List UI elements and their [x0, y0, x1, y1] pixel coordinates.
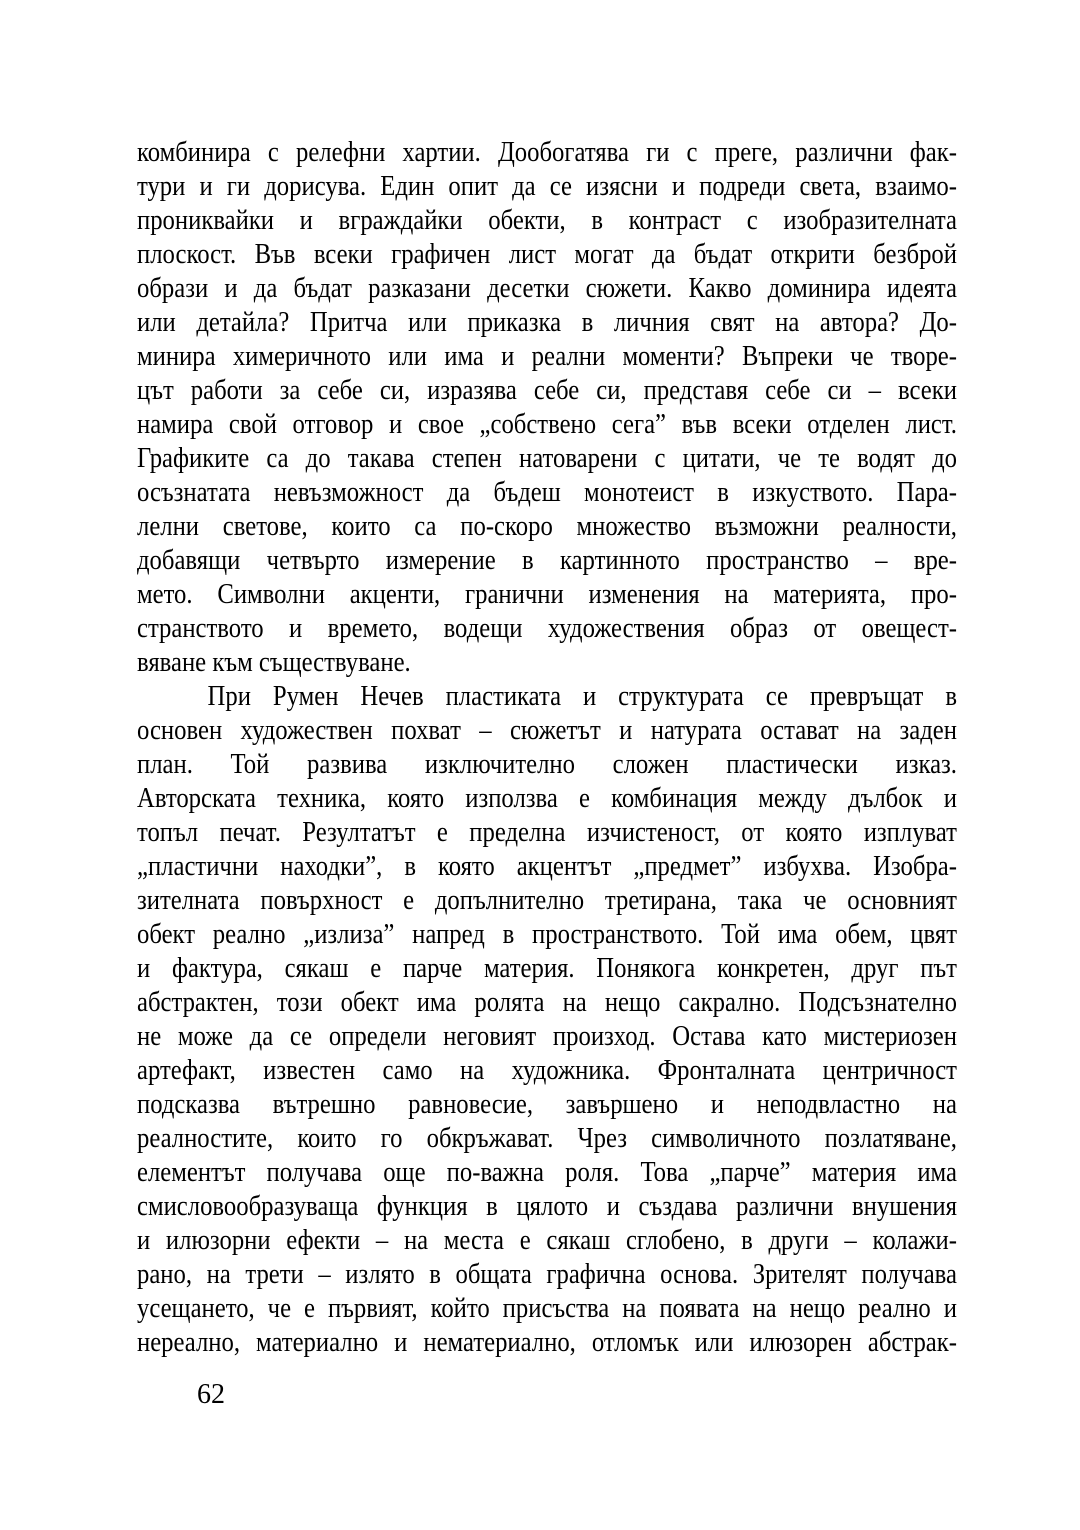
text-line: цът работи за себе си, изразява себе си, представя себе си – всеки	[137, 375, 957, 406]
page-number: 62	[197, 1379, 225, 1410]
text-line: или детайла? Притча или приказка в личния свят на автора? До-	[137, 307, 957, 338]
text-line: усещането, че е първият, който присъства на появата на нещо реално и	[137, 1293, 957, 1324]
text-line: комбинира с релефни хартии. Дообогатява ги с преге, различни фак-	[137, 137, 957, 168]
text-line: прониквайки и вграждайки обекти, в контраст с изобразителната	[137, 205, 957, 236]
text-line: нереално, материално и нематериално, отломък или илюзорен абстрак-	[137, 1327, 957, 1358]
text-line: намира свой отговор и свое „собствено сега” във всеки отделен лист.	[137, 409, 957, 440]
text-line: лелни светове, които са по-скоро множество възможни реалности,	[137, 511, 957, 542]
text-line: основен художествен похват – сюжетът и натурата остават на заден	[137, 715, 957, 746]
text-line: странството и времето, водещи художествения образ от овещест-	[137, 613, 957, 644]
text-line: добавящи четвърто измерение в картинното пространство – вре-	[137, 545, 957, 576]
paragraph	[137, 136, 957, 680]
body-text	[137, 136, 957, 1360]
text-line: артефакт, известен само на художника. Фронталната центричност	[137, 1055, 957, 1086]
text-line: подсказва вътрешно равновесие, завършено и неподвластно на	[137, 1089, 957, 1120]
text-line: При Румен Нечев пластиката и структурата се превръщат в	[207, 681, 957, 712]
text-line: Графиките са до такава степен натоварени с цитати, че те водят до	[137, 443, 957, 474]
text-line: елементът получава още по-важна роля. Това „парче” материя има	[137, 1157, 957, 1188]
text-line: рано, на трети – излято в общата графична основа. Зрителят получава	[137, 1259, 957, 1290]
text-line: Авторската техника, която използва е комбинация между дълбок и	[137, 783, 957, 814]
text-line: топъл печат. Резултатът е пределна изчистеност, от която изплуват	[137, 817, 957, 848]
text-line: тури и ги дорисува. Един опит да се изясни и подреди света, взаимо-	[137, 171, 957, 202]
text-line: не може да се определи неговият произход. Остава като мистериозен	[137, 1021, 957, 1052]
text-line: смисловообразуваща функция в цялото и създава различни внушения	[137, 1191, 957, 1222]
text-line: образи и да бъдат разказани десетки сюжети. Какво доминира идеята	[137, 273, 957, 304]
text-line: обект реално „излиза” напред в пространството. Той има обем, цвят	[137, 919, 957, 950]
text-line: зителната повърхност е допълнително третирана, така че основният	[137, 885, 957, 916]
text-line: и илюзорни ефекти – на места е сякаш сглобено, в други – колажи-	[137, 1225, 957, 1256]
text-line: „пластични находки”, в която акцентът „предмет” избухва. Изобра-	[137, 851, 957, 882]
text-line: минира химеричното или има и реални моменти? Въпреки че творе-	[137, 341, 957, 372]
text-line: план. Той развива изключително сложен пластически изказ.	[137, 749, 957, 780]
text-line: мето. Символни акценти, гранични изменения на материята, про-	[137, 579, 957, 610]
text-line: абстрактен, този обект има ролята на нещо сакрално. Подсъзнателно	[137, 987, 957, 1018]
text-line: осъзнатата невъзможност да бъдеш монотеист в изкуството. Пара-	[137, 477, 957, 508]
text-line: вяване към съществуване.	[137, 647, 411, 678]
paragraph	[137, 680, 957, 1360]
text-line: плоскост. Във всеки графичен лист могат да бъдат открити безброй	[137, 239, 957, 270]
text-line: реалностите, които го обкръжават. Чрез символичното позлатяване,	[137, 1123, 957, 1154]
text-line: и фактура, сякаш е парче материя. Понякога конкретен, друг път	[137, 953, 957, 984]
